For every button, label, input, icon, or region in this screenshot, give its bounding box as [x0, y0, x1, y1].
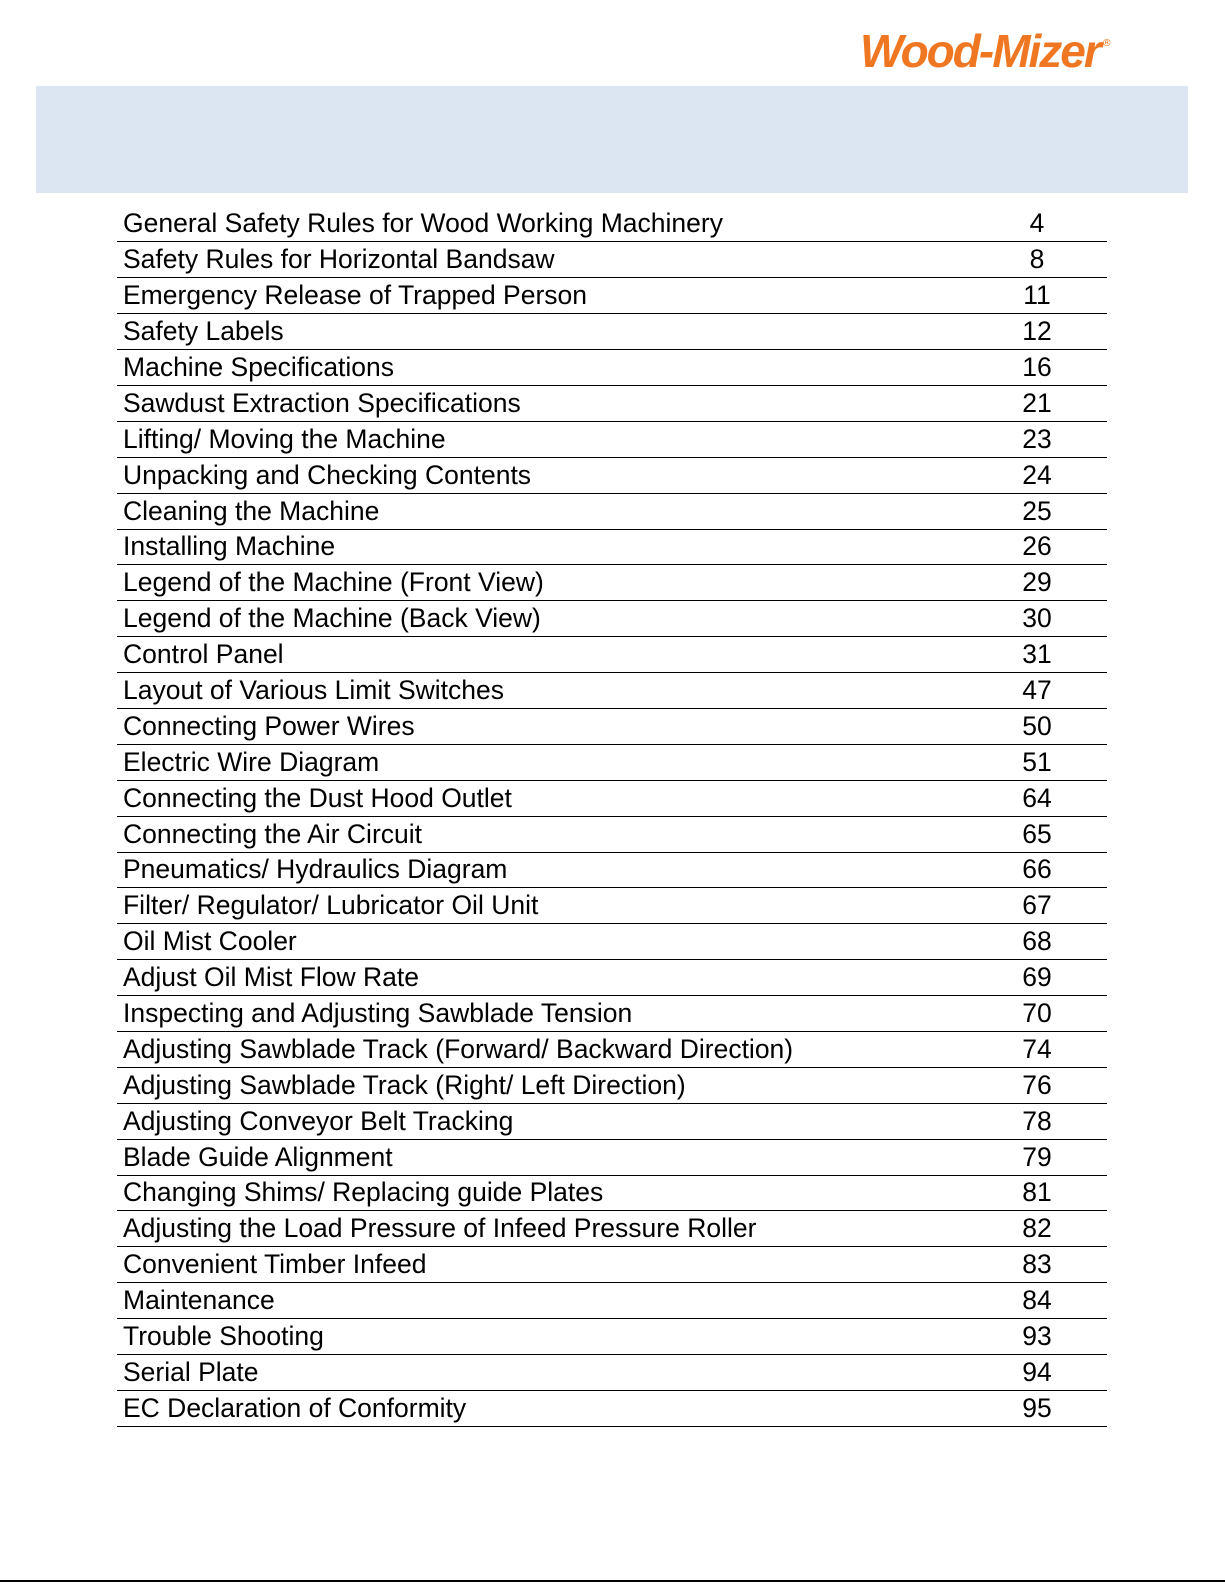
- toc-entry-page: 70: [977, 996, 1107, 1032]
- toc-row[interactable]: [117, 493, 1107, 529]
- toc-row[interactable]: [117, 601, 1107, 637]
- toc-entry-page: 94: [977, 1355, 1107, 1391]
- toc-entry-page: 84: [977, 1283, 1107, 1319]
- toc-entry-title[interactable]: Adjust Oil Mist Flow Rate: [117, 960, 977, 996]
- toc-entry-page: 8: [977, 242, 1107, 278]
- toc-entry-title[interactable]: EC Declaration of Conformity: [117, 1390, 977, 1426]
- toc-entry-page: 83: [977, 1247, 1107, 1283]
- toc-row[interactable]: [117, 924, 1107, 960]
- toc-row[interactable]: [117, 1355, 1107, 1391]
- toc-row[interactable]: [117, 1283, 1107, 1319]
- toc-entry-page: 12: [977, 314, 1107, 350]
- toc-entry-title[interactable]: Safety Rules for Horizontal Bandsaw: [117, 242, 977, 278]
- toc-row[interactable]: [117, 888, 1107, 924]
- footer-rule: [0, 1580, 1225, 1582]
- toc-entry-title[interactable]: Trouble Shooting: [117, 1319, 977, 1355]
- wood-mizer-logo: [860, 26, 1160, 76]
- toc-entry-page: 66: [977, 852, 1107, 888]
- toc-row[interactable]: [117, 529, 1107, 565]
- toc-entry-page: 11: [977, 278, 1107, 314]
- toc-entry-title[interactable]: Connecting Power Wires: [117, 708, 977, 744]
- toc-row[interactable]: [117, 242, 1107, 278]
- toc-entry-page: 67: [977, 888, 1107, 924]
- toc-row[interactable]: [117, 996, 1107, 1032]
- toc-entry-title[interactable]: Machine Specifications: [117, 350, 977, 386]
- table-of-contents: [117, 206, 1107, 1427]
- toc-entry-page: 65: [977, 816, 1107, 852]
- toc-entry-title[interactable]: Layout of Various Limit Switches: [117, 673, 977, 709]
- toc-row[interactable]: [117, 1139, 1107, 1175]
- toc-entry-title[interactable]: Adjusting Conveyor Belt Tracking: [117, 1103, 977, 1139]
- toc-entry-page: 79: [977, 1139, 1107, 1175]
- toc-entry-page: 26: [977, 529, 1107, 565]
- toc-entry-page: 51: [977, 744, 1107, 780]
- toc-entry-page: 81: [977, 1175, 1107, 1211]
- toc-row[interactable]: [117, 1319, 1107, 1355]
- toc-body: [117, 206, 1107, 1426]
- toc-entry-title[interactable]: Emergency Release of Trapped Person: [117, 278, 977, 314]
- toc-entry-page: 47: [977, 673, 1107, 709]
- toc-row[interactable]: [117, 1247, 1107, 1283]
- toc-row[interactable]: [117, 350, 1107, 386]
- toc-entry-title[interactable]: General Safety Rules for Wood Working Machinery: [117, 206, 977, 242]
- toc-entry-page: 21: [977, 385, 1107, 421]
- toc-row[interactable]: [117, 1211, 1107, 1247]
- toc-row[interactable]: [117, 421, 1107, 457]
- toc-entry-page: 4: [977, 206, 1107, 242]
- toc-entry-title[interactable]: Lifting/ Moving the Machine: [117, 421, 977, 457]
- logo-wordmark: Wood-Mizer: [860, 25, 1100, 77]
- toc-row[interactable]: [117, 206, 1107, 242]
- toc-entry-page: 50: [977, 708, 1107, 744]
- toc-entry-title[interactable]: Adjusting Sawblade Track (Right/ Left Direction): [117, 1067, 977, 1103]
- toc-entry-title[interactable]: Sawdust Extraction Specifications: [117, 385, 977, 421]
- toc-entry-page: 68: [977, 924, 1107, 960]
- toc-entry-title[interactable]: Oil Mist Cooler: [117, 924, 977, 960]
- toc-entry-page: 74: [977, 1031, 1107, 1067]
- toc-entry-title[interactable]: Inspecting and Adjusting Sawblade Tension: [117, 996, 977, 1032]
- toc-entry-page: 82: [977, 1211, 1107, 1247]
- toc-row[interactable]: [117, 637, 1107, 673]
- toc-entry-page: 29: [977, 565, 1107, 601]
- toc-entry-title[interactable]: Convenient Timber Infeed: [117, 1247, 977, 1283]
- toc-entry-title[interactable]: Unpacking and Checking Contents: [117, 457, 977, 493]
- toc-entry-page: 76: [977, 1067, 1107, 1103]
- toc-entry-title[interactable]: Adjusting the Load Pressure of Infeed Pressure Roller: [117, 1211, 977, 1247]
- toc-entry-title[interactable]: Electric Wire Diagram: [117, 744, 977, 780]
- toc-row[interactable]: [117, 1390, 1107, 1426]
- toc-entry-title[interactable]: Legend of the Machine (Back View): [117, 601, 977, 637]
- toc-entry-page: 24: [977, 457, 1107, 493]
- toc-entry-title[interactable]: Changing Shims/ Replacing guide Plates: [117, 1175, 977, 1211]
- toc-entry-title[interactable]: Blade Guide Alignment: [117, 1139, 977, 1175]
- toc-row[interactable]: [117, 960, 1107, 996]
- toc-row[interactable]: [117, 852, 1107, 888]
- toc-entry-title[interactable]: Cleaning the Machine: [117, 493, 977, 529]
- toc-entry-title[interactable]: Connecting the Dust Hood Outlet: [117, 780, 977, 816]
- toc-entry-page: 95: [977, 1390, 1107, 1426]
- toc-entry-title[interactable]: Connecting the Air Circuit: [117, 816, 977, 852]
- toc-entry-title[interactable]: Legend of the Machine (Front View): [117, 565, 977, 601]
- toc-row[interactable]: [117, 1175, 1107, 1211]
- toc-entry-page: 31: [977, 637, 1107, 673]
- toc-row[interactable]: [117, 565, 1107, 601]
- toc-entry-title[interactable]: Installing Machine: [117, 529, 977, 565]
- toc-entry-title[interactable]: Pneumatics/ Hydraulics Diagram: [117, 852, 977, 888]
- toc-row[interactable]: [117, 708, 1107, 744]
- toc-entry-page: 93: [977, 1319, 1107, 1355]
- toc-row[interactable]: [117, 780, 1107, 816]
- toc-entry-page: 78: [977, 1103, 1107, 1139]
- toc-row[interactable]: [117, 385, 1107, 421]
- toc-row[interactable]: [117, 314, 1107, 350]
- toc-entry-page: 69: [977, 960, 1107, 996]
- toc-row[interactable]: [117, 744, 1107, 780]
- toc-entry-title[interactable]: Filter/ Regulator/ Lubricator Oil Unit: [117, 888, 977, 924]
- header-band: [36, 86, 1188, 193]
- toc-row[interactable]: [117, 1067, 1107, 1103]
- toc-entry-page: 23: [977, 421, 1107, 457]
- toc-entry-title[interactable]: Maintenance: [117, 1283, 977, 1319]
- registered-mark: ®: [1101, 38, 1112, 49]
- toc-row[interactable]: [117, 278, 1107, 314]
- toc-entry-title[interactable]: Serial Plate: [117, 1355, 977, 1391]
- toc-entry-page: 16: [977, 350, 1107, 386]
- toc-row[interactable]: [117, 816, 1107, 852]
- toc-row[interactable]: [117, 673, 1107, 709]
- toc-entry-page: 30: [977, 601, 1107, 637]
- toc-row[interactable]: [117, 1103, 1107, 1139]
- toc-entry-title[interactable]: Adjusting Sawblade Track (Forward/ Backward Direction): [117, 1031, 977, 1067]
- toc-row[interactable]: [117, 457, 1107, 493]
- toc-entry-page: 64: [977, 780, 1107, 816]
- toc-entry-title[interactable]: Control Panel: [117, 637, 977, 673]
- toc-entry-title[interactable]: Safety Labels: [117, 314, 977, 350]
- toc-row[interactable]: [117, 1031, 1107, 1067]
- toc-entry-page: 25: [977, 493, 1107, 529]
